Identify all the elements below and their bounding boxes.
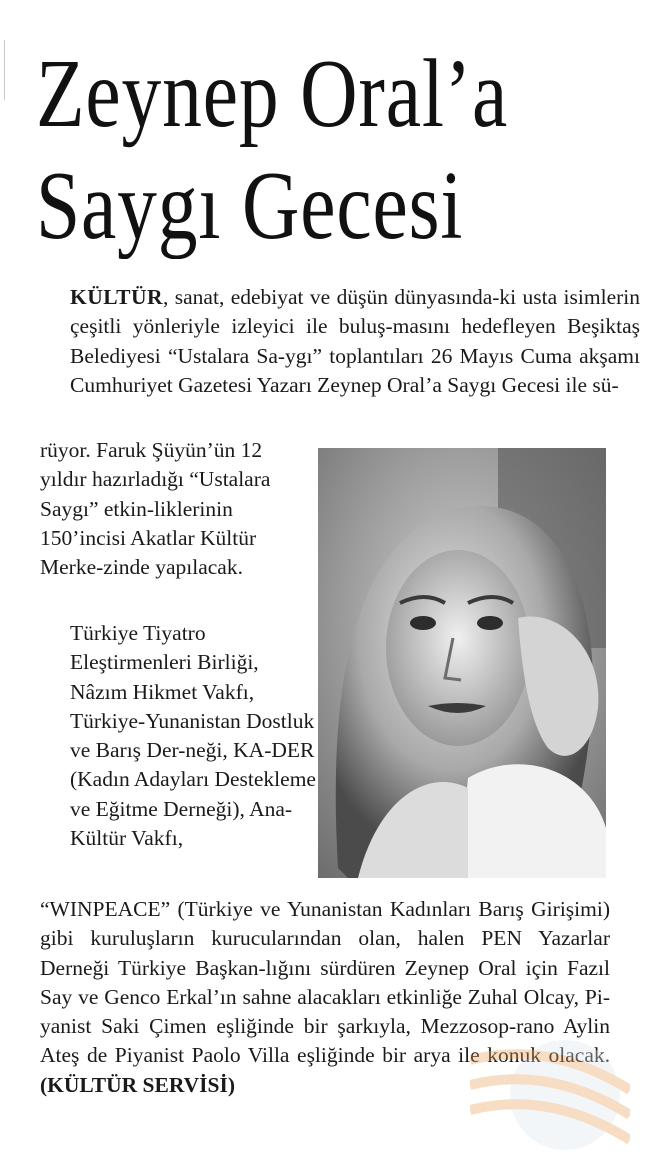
paragraph-1-text: , sanat, edebiyat ve düşün dünyasında-ki usta isimlerin çeşitli yönleriyle izleyici ile buluş-masını hedefleyen Beşiktaş Belediyesi “Ustalara Sa-ygı” toplantıları 26 Mayıs Cuma akşamı Cumhuriyet Gazetesi Yazarı Zeynep Oral’a Saygı Gecesi ile sü- xyxy=(70,285,640,397)
paragraph-1-wrap: rüyor. Faruk Şüyün’ün 12 yıldır hazırladığı “Ustalara Saygı” etkin-liklerinin 150’incisi Akatlar Kültür Merke-zinde yapılacak. xyxy=(40,438,271,580)
headline xyxy=(36,38,528,262)
headline-line-2: Saygı Gecesi xyxy=(36,152,464,259)
column-divider xyxy=(4,40,5,100)
headline-line-1: Zeynep Oral’a xyxy=(36,40,509,147)
paragraph-2-text: “WINPEACE” (Türkiye ve Yunanistan Kadınları Barış Girişimi) gibi kuruluşların kurucularından olan, halen PEN Yazarlar Derneği Türkiye Başkan-lığını sürdüren Zeynep Oral için Fazıl Say ve Genco Erkal’ın sahne alacakları etkinliğe Zuhal Olcay, Pi-yanist Saki Çimen eşliğinde bir şarkıyla, Mezzosop-rano Aylin Ateş de Piyanist Paolo Villa eşliğinde bir arya ile konuk olacak. xyxy=(40,897,610,1068)
watermark-logo xyxy=(470,1000,630,1150)
kicker: KÜLTÜR xyxy=(70,285,164,309)
portrait-image xyxy=(318,448,606,878)
paragraph-2-wrap: Türkiye Tiyatro Eleştirmenleri Birliği, Nâzım Hikmet Vakfı, Türkiye-Yunanistan Dostluk ve Barış Der-neği, KA-DER (Kadın Adayları Destekleme ve Eğitme Derneği), Ana-Kültür Vakfı, xyxy=(70,621,316,851)
byline-credit: (KÜLTÜR SERVİSİ) xyxy=(40,1072,235,1097)
paragraph-1-full xyxy=(40,283,640,400)
portrait-photo xyxy=(318,448,606,878)
